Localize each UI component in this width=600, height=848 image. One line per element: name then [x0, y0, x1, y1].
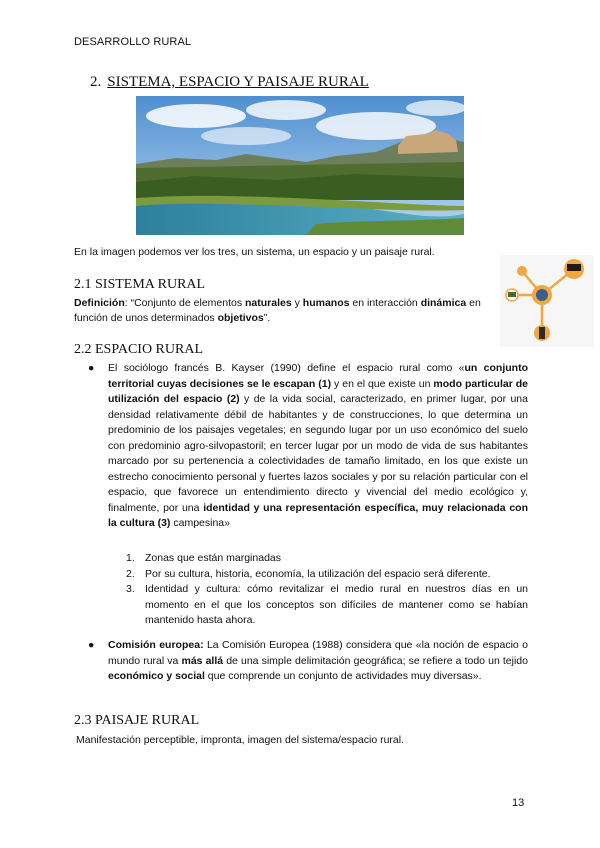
heading-espacio-rural: 2.2 ESPACIO RURAL	[74, 342, 204, 357]
system-diagram-graphic	[500, 255, 594, 347]
kayser-bullet	[88, 361, 528, 532]
section-number: 2.	[90, 74, 102, 90]
rural-landscape-photo	[136, 96, 464, 235]
list-item: 3. Identidad y cultura: cómo revitalizar el medio rural en nuestros días en un momento en el que los conceptos son difíciles de mantener como se habían mantenido hasta ahora.	[126, 583, 528, 626]
heading-paisaje-rural: 2.3 PAISAJE RURAL	[74, 713, 200, 728]
running-header: DESARROLLO RURAL	[74, 36, 192, 48]
section-heading	[90, 74, 369, 91]
definition-label: Definición	[74, 297, 125, 309]
section-title: SISTEMA, ESPACIO Y PAISAJE RURAL	[107, 74, 369, 90]
numbered-list	[126, 551, 528, 629]
list-item: 2. Por su cultura, historia, economía, la utilización del espacio será diferente.	[126, 567, 491, 580]
bullet-icon: ●	[88, 639, 95, 651]
heading-sistema-rural: 2.1 SISTEMA RURAL	[74, 277, 206, 292]
rural-system-diagram	[500, 255, 594, 347]
page-number: 13	[512, 797, 525, 809]
landscape-illustration	[136, 96, 464, 235]
comision-bullet	[88, 638, 528, 685]
bullet-icon: ●	[88, 362, 95, 374]
kayser-paragraph: El sociólogo francés B. Kayser (1990) define el espacio rural como «un conjunto territorial cuyas decisiones se le escapan (1) y en el que existe un modo particular de utilización del espacio (2) y de la vida social, caracterizado, en primer lugar, por una densidad relativamente débil de habitantes y de construcciones, lo que determina un predominio de los paisajes vegetales; en segundo lugar por un uso económico del suelo con predominio agro-silvopastoril; en tercer lugar por un modo de vida de sus habitantes marcado por su pertenencia a colectividades de tamaño limitado, en los que existe un estrecho conocimiento personal y fuertes lazos sociales y por su relación particular con el espacio, que favorece un entendimiento directo y vivencial del medio ecológico y, finalmente, por una identidad y una representación específica, muy relacionada con la cultura (3) campesina»	[108, 362, 528, 529]
comision-paragraph: Comisión europea: La Comisión Europea (1988) considera que «la noción de espacio o mundo rural va más allá de una simple delimitación geográfica; se refiere a todo un tejido económico y social que comprende un conjunto de actividades muy diversas».	[108, 639, 528, 682]
paisaje-definition: Manifestación perceptible, impronta, imagen del sistema/espacio rural.	[76, 734, 404, 746]
image-caption: En la imagen podemos ver los tres, un sistema, un espacio y un paisaje rural.	[74, 246, 435, 258]
definition-paragraph: Definición: “Conjunto de elementos naturales y humanos en interacción dinámica en función de unos determinados objetivos”.	[74, 297, 481, 324]
list-item: 1. Zonas que están marginadas	[126, 552, 282, 564]
